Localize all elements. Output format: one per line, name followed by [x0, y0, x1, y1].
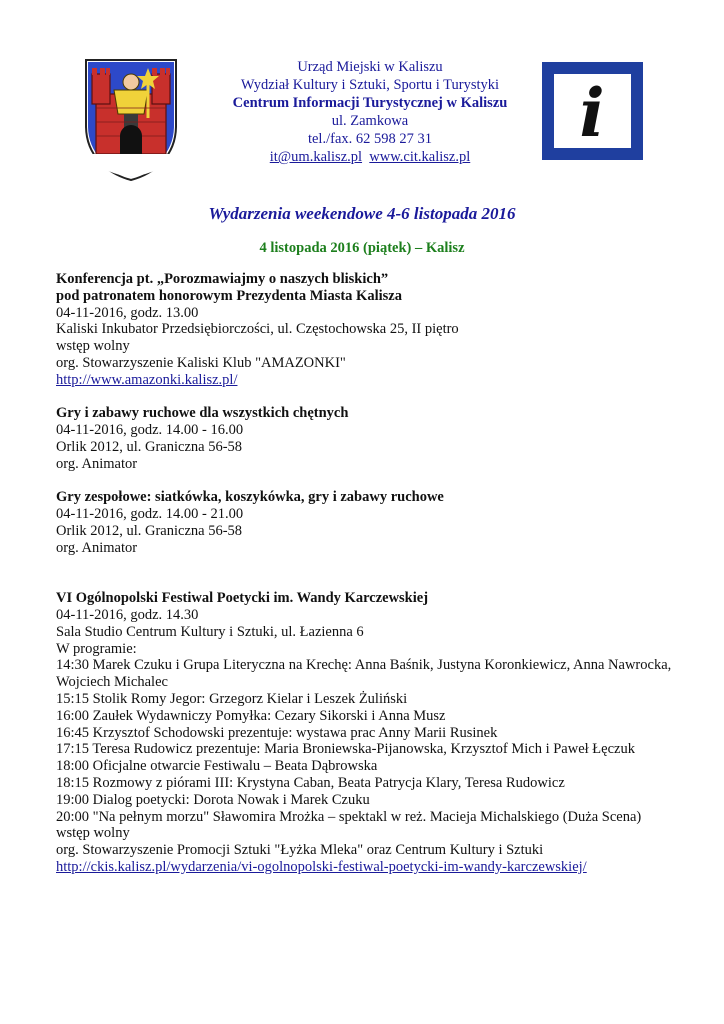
event-games: [56, 405, 676, 472]
event-poetry-festival: [56, 590, 676, 876]
event-admission: wstęp wolny: [56, 825, 130, 842]
event-location: Orlik 2012, ul. Graniczna 56-58: [56, 438, 243, 455]
events-list: [56, 271, 676, 876]
program-item: 15:15 Stolik Romy Jegor: Grzegorz Kielar i Leszek Żuliński: [56, 690, 408, 707]
phone-fax: tel./fax. 62 598 27 31: [307, 131, 433, 147]
email-link[interactable]: it@um.kalisz.pl: [269, 149, 363, 165]
event-link[interactable]: http://www.amazonki.kalisz.pl/: [56, 371, 238, 388]
event-link[interactable]: http://ckis.kalisz.pl/wydarzenia/vi-ogolnopolski-festiwal-poetycki-im-wandy-karczewskiej/: [56, 858, 587, 875]
event-organizer: org. Stowarzyszenie Kaliski Klub "AMAZONKI": [56, 354, 346, 371]
event-title: Gry zespołowe: siatkówka, koszykówka, gry i zabawy ruchowe: [56, 489, 444, 506]
event-datetime: 04-11-2016, godz. 13.00: [56, 304, 199, 321]
event-conference: [56, 271, 676, 389]
program-label: W programie:: [56, 640, 137, 657]
program-item: 19:00 Dialog poetycki: Dorota Nowak i Marek Czuku: [56, 791, 370, 808]
program-item: 16:00 Zaułek Wydawniczy Pomyłka: Cezary Sikorski i Anna Musz: [56, 707, 446, 724]
event-datetime: 04-11-2016, godz. 14.30: [56, 606, 199, 623]
event-team-sports: [56, 489, 676, 556]
website-link[interactable]: www.cit.kalisz.pl: [369, 149, 471, 165]
document-header: [0, 0, 724, 190]
event-datetime: 04-11-2016, godz. 14.00 - 21.00: [56, 506, 244, 523]
tourist-information-icon: [542, 62, 643, 160]
info-letter: i: [579, 74, 605, 152]
event-title: Konferencja pt. „Porozmawiajmy o naszych bliskich”: [56, 271, 389, 287]
program-item: 20:00 "Na pełnym morzu" Sławomira Mrożka – spektakl w reż. Macieja Michalskiego (Duża Scena): [56, 808, 642, 825]
event-organizer: org. Animator: [56, 455, 138, 472]
event-location: Kaliski Inkubator Przedsiębiorczości, ul. Częstochowska 25, II piętro: [56, 321, 459, 338]
program-item: 18:00 Oficjalne otwarcie Festiwalu – Beata Dąbrowska: [56, 758, 378, 775]
event-datetime: 04-11-2016, godz. 14.00 - 16.00: [56, 422, 244, 439]
tourist-info-center-name: Centrum Informacji Turystycznej w Kaliszu: [232, 95, 508, 111]
org-line-department: Wydział Kultury i Sztuki, Sportu i Turystyki: [240, 77, 500, 93]
event-location: Orlik 2012, ul. Graniczna 56-58: [56, 522, 243, 539]
program-item: 14:30 Marek Czuku i Grupa Literyczna na Krechę: Anna Baśnik, Justyna Koronkiewicz, Anna Nawrocka, Wojciech Michalec: [56, 657, 672, 691]
event-location: Sala Studio Centrum Kultury i Sztuki, ul. Łazienna 6: [56, 623, 364, 640]
organization-block: [200, 58, 540, 166]
date-heading: 4 listopada 2016 (piątek) – Kalisz: [259, 240, 465, 256]
event-title: Gry i zabawy ruchowe dla wszystkich chętnych: [56, 405, 349, 422]
event-admission: wstęp wolny: [56, 338, 130, 355]
page-title: Wydarzenia weekendowe 4-6 listopada 2016: [208, 204, 516, 223]
event-organizer: org. Animator: [56, 539, 138, 556]
org-line-city-office: Urząd Miejski w Kaliszu: [297, 59, 443, 75]
program-item: 17:15 Teresa Rudowicz prezentuje: Maria Broniewska-Pijanowska, Krzysztof Mich i Paweł Łęczuk: [56, 741, 635, 758]
street-address: ul. Zamkowa: [331, 113, 409, 129]
program-item: 18:15 Rozmowy z piórami III: Krystyna Caban, Beata Patrycja Klary, Teresa Rudowicz: [56, 774, 565, 791]
event-title: VI Ogólnopolski Festiwal Poetycki im. Wandy Karczewskiej: [56, 590, 429, 607]
kalisz-coat-of-arms-icon: [82, 56, 180, 182]
event-organizer: org. Stowarzyszenie Promocji Sztuki "Łyżka Mleka" oraz Centrum Kultury i Sztuki: [56, 842, 544, 859]
contact-links: [200, 148, 540, 166]
event-title-continued: pod patronatem honorowym Prezydenta Miasta Kalisza: [56, 287, 402, 304]
program-item: 16:45 Krzysztof Schodowski prezentuje: wystawa prac Anny Marii Rusinek: [56, 724, 498, 741]
